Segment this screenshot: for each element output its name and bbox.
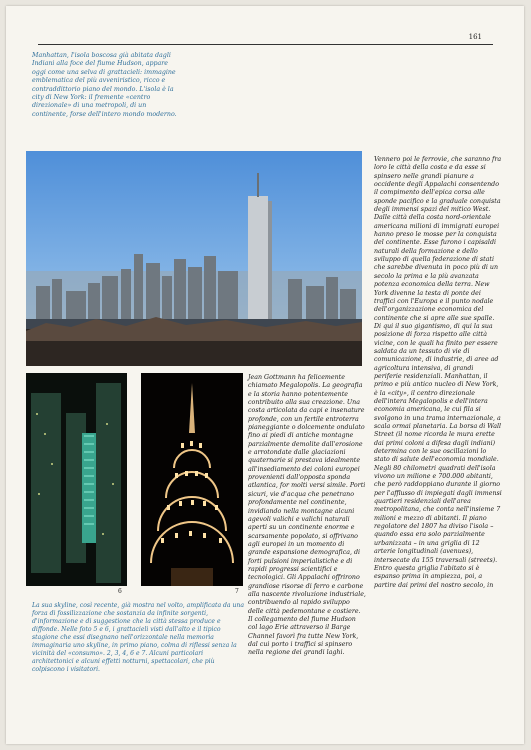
- skyline-photo: [26, 151, 362, 366]
- header-rule: [38, 44, 493, 45]
- photo-number-6: 6: [118, 588, 122, 595]
- text-column-right: Vennero poi le ferrovie, che saranno fra loro le città della costa e da esse si spinsero nelle grandi pianure a occidente degli Appalachi consentendo il compimento dell'epica corsa alle sponde pacifico e la graduale conquista degli immensi spazi del mitico West. Dalle città della costa nord-orientale americana milioni di immigrati europei hanno preso le mosse per la conquista del continente. Esse furono i capisaldi naturali della formazione e dello sviluppo di quella federazione di stati che sarebbe divenuta in poco più di un secolo la prima e la più avanzata potenza economica della terra. New York divenne la testa di ponte dei traffici con l'Europa e il punto nodale dell'organizzazione economica del continente che si apre alle sue spalle. Di qui il suo gigantismo, di qui la sua posizione di forza rispetto alle città vicine, con le quali ha finito per essere saldata da un tessuto di vie di comunicazione, di industrie, di aree ad agricoltura intensiva, di grandi periferie residenziali. Manhattan, il primo e più antico nucleo di New York, è la «city», il centro direzionale dell'intera Megalopolis e dell'intera economia americana, le cui fila si svolgono in una trama internazionale, a scala ormai planetaria. La borsa di Wall Street (il nome ricorda le mura erette dai primi coloni a difesa dagli indiani) determina con le sue oscillazioni lo stato di salute dell'economia mondiale. Negli 80 chilometri quadrati dell'isola vivono un milione e 700.000 abitanti, che però raddoppiano durante il giorno per l'afflusso di impiegati dagli immensi quartieri residenziali dell'area metropolitana, che conta nell'insieme 7 milioni e mezzo di abitanti. Il piano regolatore del 1807 ha diviso l'isola – quando essa era solo parzialmente urbanizzata – in una griglia di 12 arterie longitudinali (avenues), intersecate da 155 traversali (streets). Entro questa griglia l'abitato si è espanso prima in ampiezza, poi, a partire dai primi del nostro secolo, in: [374, 156, 502, 589]
- text-column-middle: Jean Gottmann ha felicemente chiamato Megalopolis. La geografia e la storia hanno potentemente contribuito alla sua creazione. Una costa articolata da capi e insenature profonde, con un fertile entroterra pianeggiante o dolcemente ondulato fino ai piedi di antiche montagne parzialmente demolite dall'erosione e arrotondate dalle glaciazioni quaternarie si prestava idealmente all'insediamento dei coloni europei provenienti dall'opposta sponda atlantica, for molti versi simile. Porti sicuri, vie d'acqua che penetrano profondamente nel continente, invidiando nella montagne alcuni agevoli valichi e valichi naturali aperti su un continente enorme e scarsamente popolato, si offrivano agli europei in un momento di grande espansione demografica, di forti pulsioni imperialistiche e di rapidi progressi scientifici e tecnologici. Gli Appalachi offrirono grandiose risorse di ferro e carbone alla nascente rivoluzione industriale, contribuendo al rapido sviluppo delle città pedemontane e costiere. Il collegamento del fiume Hudson col lago Erie attraverso il Barge Channel favorì fra tutte New York, dal cui porto i traffici si spinsero nella regione dei grandi laghi.: [248, 374, 366, 657]
- caption-top: Manhattan, l'isola boscosa già abitata dagli Indiani alla foce del fiume Hudson, appare oggi come una selva di grattacieli: immagine emblematica del più avveniristico, ricco e contraddittorio piano del mondo. L'isola è la city di New York: il fremente «centro direzionale» di una metropoli, di un continente, forse dell'intero mondo moderno.: [32, 52, 177, 118]
- magazine-page: [6, 6, 524, 744]
- night-building-photo: [26, 373, 127, 586]
- photo-number-7: 7: [235, 588, 239, 595]
- chrysler-spire-photo: [141, 373, 243, 586]
- page-number: 161: [468, 33, 482, 41]
- caption-bottom: La sua skyline, così recente, già mostra nel volto, amplificata da una forza di fossilizzazione che sostanzia da infinite sorgenti, d'informazione e di suggestione che la città stessa produce e diffonde. Nelle foto 5 e 6, i grattacieli visti dall'alto e il tipico stagione che essi disegnano nell'orizzontale nella memoria immaginaria uno skyline, in primo piano, colma di riflessi senza la vicinità del «consumo». 2, 3, 4, 6 e 7. Alcuni particolari architettonici e alcuni effetti notturni, spettacolari, che più colpiscono i visitatori.: [32, 602, 244, 673]
